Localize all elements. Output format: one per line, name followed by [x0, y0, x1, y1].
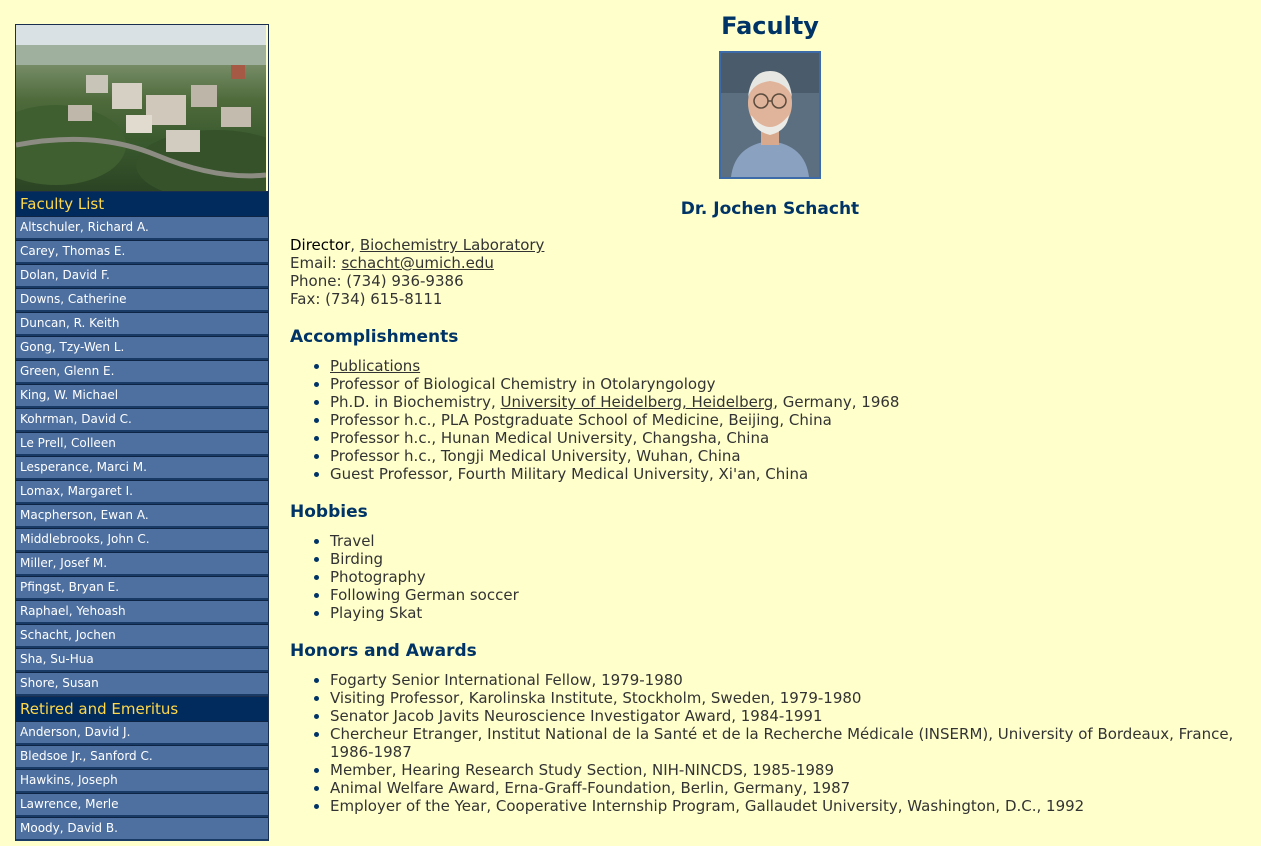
- fax-line: Fax: (734) 615-8111: [290, 290, 443, 308]
- hobbies-heading: Hobbies: [290, 502, 368, 522]
- faculty-link[interactable]: Kohrman, David C.: [16, 408, 268, 432]
- list-item: • Animal Welfare Award, Erna-Graff-Foundation, Berlin, Germany, 1987: [330, 779, 1250, 797]
- campus-aerial-photo: [16, 25, 266, 191]
- faculty-link-current[interactable]: Schacht, Jochen: [16, 624, 268, 648]
- list-item: • Photography: [330, 568, 1250, 586]
- hobbies-list: [290, 532, 1250, 622]
- lab-link[interactable]: Biochemistry Laboratory: [359, 236, 545, 254]
- accomplishments-heading: Accomplishments: [290, 327, 459, 347]
- faculty-link[interactable]: Macpherson, Ewan A.: [16, 504, 268, 528]
- faculty-link[interactable]: Lesperance, Marci M.: [16, 456, 268, 480]
- list-item: • Following German soccer: [330, 586, 1250, 604]
- accomplishments-list: [290, 357, 1250, 483]
- faculty-link[interactable]: Altschuler, Richard A.: [16, 216, 268, 240]
- email-line: [290, 254, 1250, 272]
- faculty-link[interactable]: Carey, Thomas E.: [16, 240, 268, 264]
- email-link[interactable]: schacht@umich.edu: [341, 254, 494, 272]
- faculty-name: Dr. Jochen Schacht: [680, 199, 860, 219]
- role-title: Director: [290, 236, 351, 254]
- role-separator: ,: [350, 236, 360, 254]
- role-line: [290, 236, 1250, 254]
- faculty-link[interactable]: Lomax, Margaret I.: [16, 480, 268, 504]
- publications-link[interactable]: Publications: [330, 357, 421, 375]
- list-item: • Fogarty Senior International Fellow, 1979-1980: [330, 671, 1250, 689]
- faculty-link[interactable]: Sha, Su-Hua: [16, 648, 268, 672]
- honors-heading: Honors and Awards: [290, 641, 477, 661]
- main-content: [290, 0, 1250, 815]
- retired-faculty-link[interactable]: Hawkins, Joseph: [16, 769, 268, 793]
- retired-emeritus-heading: Retired and Emeritus: [16, 696, 268, 721]
- faculty-link[interactable]: Shore, Susan: [16, 672, 268, 696]
- list-item: • Employer of the Year, Cooperative Internship Program, Gallaudet University, Washington, D.C., 1992: [330, 797, 1250, 815]
- list-item: • Visiting Professor, Karolinska Institute, Stockholm, Sweden, 1979-1980: [330, 689, 1250, 707]
- heidelberg-link[interactable]: University of Heidelberg, Heidelberg: [500, 393, 774, 411]
- list-item: • Senator Jacob Javits Neuroscience Investigator Award, 1984-1991: [330, 707, 1250, 725]
- email-label: Email:: [290, 254, 342, 272]
- list-item: • Professor h.c., Tongji Medical University, Wuhan, China: [330, 447, 1250, 465]
- faculty-list-heading: Faculty List: [16, 191, 268, 216]
- retired-faculty-link[interactable]: Bledsoe Jr., Sanford C.: [16, 745, 268, 769]
- sidebar: [15, 24, 269, 841]
- faculty-link[interactable]: Miller, Josef M.: [16, 552, 268, 576]
- list-item: [330, 357, 1250, 375]
- faculty-link[interactable]: Pfingst, Bryan E.: [16, 576, 268, 600]
- faculty-link[interactable]: Middlebrooks, John C.: [16, 528, 268, 552]
- faculty-portrait: [719, 51, 821, 179]
- list-item: • Member, Hearing Research Study Section, NIH-NINCDS, 1985-1989: [330, 761, 1250, 779]
- phone-line: Phone: (734) 936-9386: [290, 272, 464, 290]
- contact-info: [290, 236, 1250, 308]
- phd-suffix: , Germany, 1968: [773, 393, 900, 411]
- faculty-link[interactable]: Raphael, Yehoash: [16, 600, 268, 624]
- list-item: • Guest Professor, Fourth Military Medical University, Xi'an, China: [330, 465, 1250, 483]
- retired-faculty-link[interactable]: Lawrence, Merle: [16, 793, 268, 817]
- faculty-link[interactable]: Green, Glenn E.: [16, 360, 268, 384]
- faculty-link[interactable]: Duncan, R. Keith: [16, 312, 268, 336]
- honors-list: [290, 671, 1250, 815]
- faculty-link[interactable]: Le Prell, Colleen: [16, 432, 268, 456]
- list-item: • Professor h.c., PLA Postgraduate School of Medicine, Beijing, China: [330, 411, 1250, 429]
- faculty-link[interactable]: Gong, Tzy-Wen L.: [16, 336, 268, 360]
- faculty-link[interactable]: King, W. Michael: [16, 384, 268, 408]
- faculty-link[interactable]: Dolan, David F.: [16, 264, 268, 288]
- retired-faculty-link[interactable]: Anderson, David J.: [16, 721, 268, 745]
- list-item: • Playing Skat: [330, 604, 1250, 622]
- list-item: • Professor h.c., Hunan Medical University, Changsha, China: [330, 429, 1250, 447]
- list-item: • Professor of Biological Chemistry in Otolaryngology: [330, 375, 1250, 393]
- list-item: • Chercheur Etranger, Institut National de la Santé et de la Recherche Médicale (INSERM), University of Bordeaux, France, 1986-1987: [330, 725, 1250, 761]
- phd-prefix: Ph.D. in Biochemistry,: [330, 393, 501, 411]
- faculty-link[interactable]: Downs, Catherine: [16, 288, 268, 312]
- list-item: [330, 393, 1250, 411]
- list-item: • Birding: [330, 550, 1250, 568]
- retired-faculty-link[interactable]: Moody, David B.: [16, 817, 268, 841]
- page-title: Faculty: [721, 12, 819, 40]
- list-item: • Travel: [330, 532, 1250, 550]
